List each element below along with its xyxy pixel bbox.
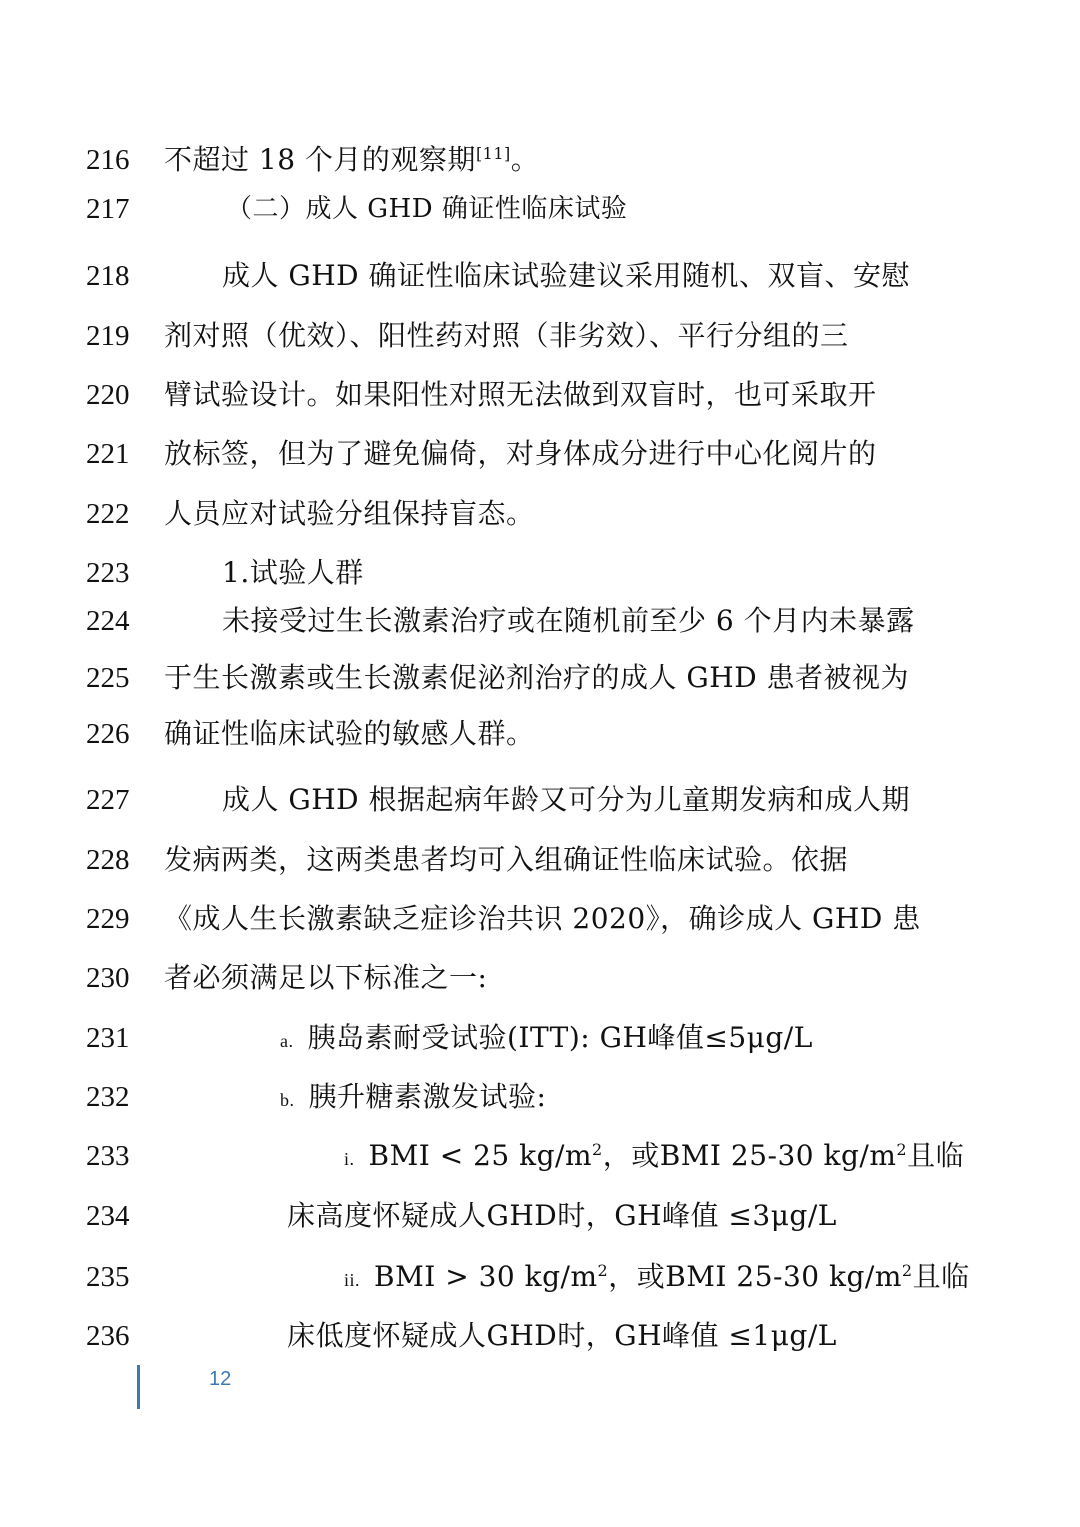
line-number: 216 <box>86 144 130 176</box>
section-heading: （二）成人 GHD 确证性临床试验 <box>226 194 628 224</box>
text-line: 臂试验设计。如果阳性对照无法做到双盲时，也可采取开 <box>164 378 877 411</box>
line-number: 217 <box>86 193 130 225</box>
line-number: 233 <box>86 1140 130 1172</box>
text-line: 《成人生长激素缺乏症诊治共识 2020》，确诊成人 GHD 患 <box>164 902 921 935</box>
text-segment: BMI > 30 kg/m <box>374 1260 598 1293</box>
text-segment: 且临 <box>907 1139 965 1172</box>
line-number: 227 <box>86 784 130 816</box>
text-line <box>164 142 539 178</box>
line-number: 218 <box>86 260 130 292</box>
superscript: 2 <box>597 1261 609 1280</box>
line-number: 236 <box>86 1320 130 1352</box>
line-number: 230 <box>86 962 130 994</box>
text-line: 发病两类，这两类患者均可入组确证性临床试验。依据 <box>164 843 849 876</box>
list-item <box>280 1079 546 1118</box>
text-line: 确证性临床试验的敏感人群。 <box>164 717 535 750</box>
text-line: 于生长激素或生长激素促泌剂治疗的成人 GHD 患者被视为 <box>164 661 910 694</box>
line-number: 220 <box>86 379 130 411</box>
sub-list-item <box>344 1138 964 1177</box>
list-item-text: 胰升糖素激发试验: <box>308 1080 547 1113</box>
text-segment: BMI < 25 kg/m <box>368 1139 592 1172</box>
line-number: 228 <box>86 844 130 876</box>
line-number: 219 <box>86 320 130 352</box>
text-line: 剂对照（优效）、阳性药对照（非劣效）、平行分组的三 <box>164 319 849 352</box>
text-line: 未接受过生长激素治疗或在随机前至少 6 个月内未暴露 <box>222 604 915 637</box>
line-number: 235 <box>86 1261 130 1293</box>
list-marker: a. <box>280 1031 294 1051</box>
line-number: 232 <box>86 1081 130 1113</box>
text-line: 成人 GHD 确证性临床试验建议采用随机、双盲、安慰 <box>222 259 911 292</box>
page-number: 12 <box>209 1368 232 1390</box>
text-segment: 。 <box>510 143 540 176</box>
text-line: 床低度怀疑成人GHD时，GH峰值 ≤1μg/L <box>287 1319 837 1352</box>
text-segment: ，或BMI 25-30 kg/m <box>602 1139 897 1172</box>
list-item-text: 胰岛素耐受试验(ITT): GH峰值≤5μg/L <box>307 1021 813 1054</box>
subsection-heading: 1.试验人群 <box>222 556 364 589</box>
line-number: 221 <box>86 438 130 470</box>
text-line: 放标签，但为了避免偏倚，对身体成分进行中心化阅片的 <box>164 437 877 470</box>
footer-accent-bar <box>137 1365 140 1409</box>
line-number: 223 <box>86 557 130 589</box>
line-number: 222 <box>86 498 130 530</box>
text-line: 者必须满足以下标准之一: <box>164 961 488 994</box>
line-number: 229 <box>86 903 130 935</box>
list-marker: ii. <box>344 1270 361 1290</box>
sub-list-item <box>344 1259 970 1298</box>
line-number: 226 <box>86 718 130 750</box>
text-line: 床高度怀疑成人GHD时，GH峰值 ≤3μg/L <box>287 1199 837 1232</box>
superscript: 2 <box>901 1261 913 1280</box>
superscript: 2 <box>896 1140 908 1159</box>
line-number: 225 <box>86 662 130 694</box>
line-number: 231 <box>86 1022 130 1054</box>
line-number: 234 <box>86 1200 130 1232</box>
list-marker: b. <box>280 1090 295 1110</box>
text-segment: 不超过 18 个月的观察期 <box>164 143 476 176</box>
list-marker: i. <box>344 1149 355 1169</box>
line-number: 224 <box>86 605 130 637</box>
text-segment: 且临 <box>912 1260 970 1293</box>
text-line: 成人 GHD 根据起病年龄又可分为儿童期发病和成人期 <box>222 783 911 816</box>
text-segment: ，或BMI 25-30 kg/m <box>608 1260 902 1293</box>
list-item <box>280 1020 813 1059</box>
superscript: 2 <box>592 1140 603 1159</box>
citation: [11] <box>475 144 511 163</box>
text-line: 人员应对试验分组保持盲态。 <box>164 497 535 530</box>
